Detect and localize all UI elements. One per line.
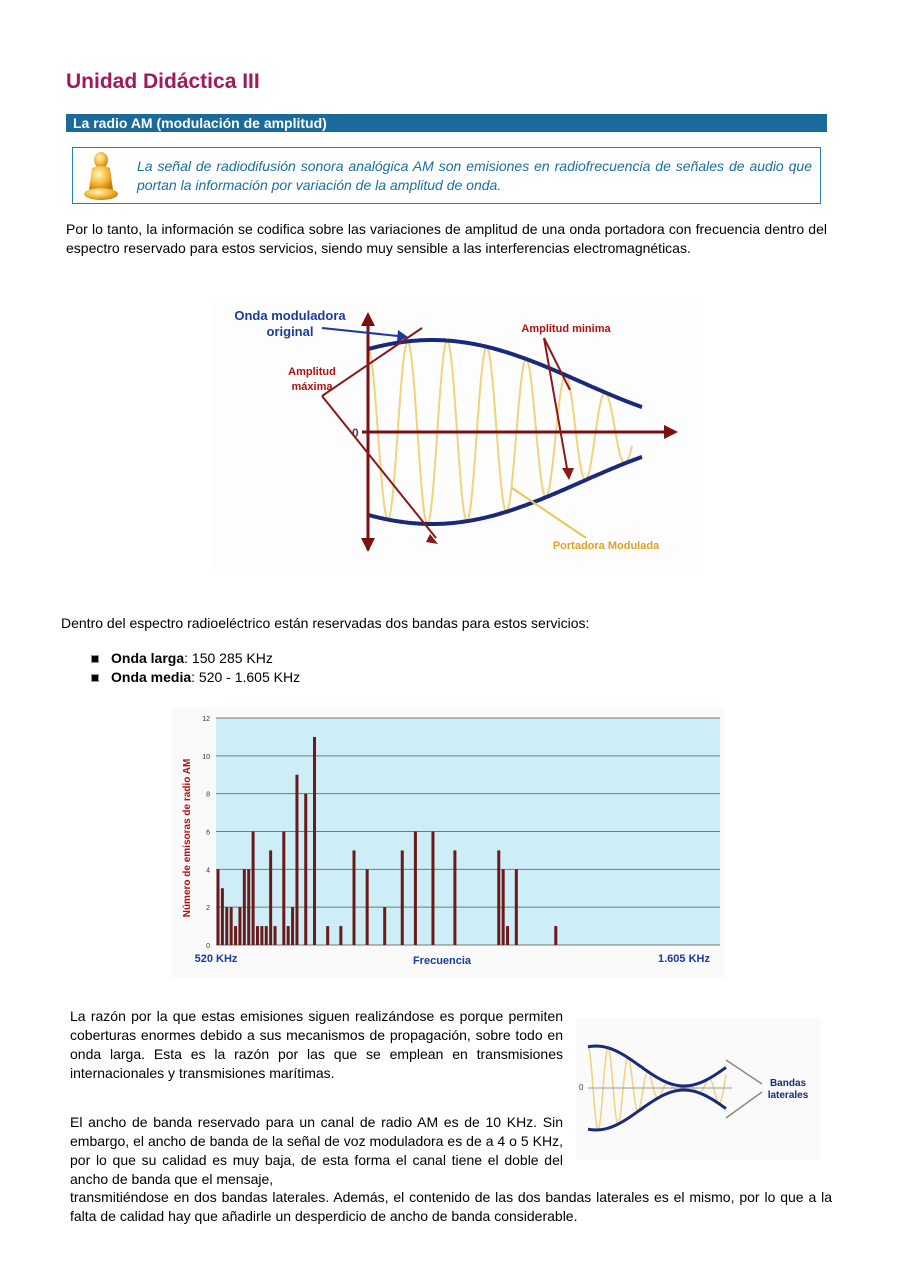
y-tick-label: 6 [206, 829, 210, 837]
page-title: Unidad Didáctica III [66, 70, 260, 93]
chart-bar [265, 926, 268, 945]
chart-bar [282, 832, 285, 946]
note-text: La señal de radiodifusión sonora analógica AM son emisiones en radiofrecuencia de señales de audio que portan la información por variación de la amplitud de onda. [137, 158, 812, 193]
chart-bar [274, 926, 277, 945]
paragraph-1: Por lo tanto, la información se codifica sobre las variaciones de amplitud de una onda portadora con frecuencia dentro del espectro reservado para estos servicios, siendo muy sensible a las interferencias electromagnéticas. [66, 221, 827, 256]
y-tick-label: 10 [202, 753, 210, 761]
chart-bar [383, 907, 386, 945]
amp-max-2: máxima [291, 381, 333, 393]
chart-xlabel: Frecuencia [412, 955, 472, 967]
chart-bar [247, 869, 250, 945]
chart-bar [366, 869, 369, 945]
chart-bar [453, 850, 456, 945]
y-tick-label: 4 [206, 867, 210, 875]
chart-bar [313, 737, 316, 945]
band-item-2 [91, 668, 300, 687]
chart-bar [414, 832, 417, 946]
chart-bar [506, 926, 509, 945]
chart-bar [431, 832, 434, 946]
y-tick-label: 0 [206, 943, 210, 950]
sideband-zero: 0 [579, 1083, 584, 1092]
chart-bar [260, 926, 263, 945]
chart-bar [295, 775, 298, 945]
chart-bar [243, 869, 246, 945]
bullet-icon [91, 655, 99, 663]
chart-bar [353, 850, 356, 945]
band-item-1 [91, 649, 273, 668]
am-modulation-figure [212, 298, 704, 570]
amp-max-1: Amplitud [288, 366, 336, 378]
chart-bar [326, 926, 329, 945]
am-stations-chart [172, 708, 724, 978]
section-heading: La radio AM (modulación de amplitud) [66, 114, 827, 132]
chart-bar [252, 832, 255, 946]
y-tick-label: 8 [206, 791, 210, 799]
y-tick-label: 2 [206, 905, 210, 913]
chart-bar [256, 926, 259, 945]
band-name: Onda larga [111, 650, 185, 666]
chart-bar [497, 850, 500, 945]
chart-bar [269, 850, 272, 945]
paragraph-2: Dentro del espectro radioeléctrico están reservadas dos bandas para estos servicios: [61, 615, 590, 631]
chart-bar [238, 907, 241, 945]
zero-label: 0 [352, 426, 359, 440]
chart-bar [234, 926, 237, 945]
chart-bar [287, 926, 290, 945]
bell-icon [80, 150, 122, 204]
sidebands-figure [576, 1018, 820, 1160]
chart-bar [225, 907, 228, 945]
chart-bar [515, 869, 518, 945]
bullet-icon [91, 674, 99, 682]
chart-bar [291, 907, 294, 945]
band-name: Onda media [111, 669, 192, 685]
sideband-label-1: Bandas [769, 1078, 807, 1089]
onda-label-2: original [266, 324, 314, 339]
chart-bar [502, 869, 505, 945]
chart-bar [554, 926, 557, 945]
paragraph-4-end: transmitiéndose en dos bandas laterales. Además, el contenido de las dos bandas laterales es el mismo, por lo que a la falta de calidad hay que añadirle un desperdicio de ancho de banda considerable. [70, 1189, 832, 1224]
y-tick-label: 12 [202, 716, 210, 723]
chart-bar [339, 926, 342, 945]
paragraph-4: El ancho de banda reservado para un canal de radio AM es de 10 KHz. Sin embargo, el ancho de banda de la señal de voz moduladora es de a 4 o 5 KHz, por lo que su calidad es muy baja, de esta forma el canal tiene el doble del ancho de banda que el mensaje, [70, 1114, 563, 1187]
chart-bar [230, 907, 233, 945]
amp-min-label: Amplitud minima [521, 323, 611, 335]
portadora-label: Portadora Modulada [552, 540, 660, 552]
chart-bar [401, 850, 404, 945]
band-value: : 150 285 KHz [184, 650, 273, 666]
paragraph-3: La razón por la que estas emisiones siguen realizándose es porque permiten coberturas enormes debido a sus mecanismos de propagación, sobre todo en onda larga. Esta es la razón por las que se emplean en transmisiones internacionales y transmisiones marítimas. [70, 1008, 563, 1081]
chart-ylabel: Número de emisoras de radio AM [182, 758, 193, 918]
chart-bar [221, 888, 224, 945]
band-value: : 520 - 1.605 KHz [191, 669, 301, 685]
chart-bar [304, 794, 307, 945]
chart-x-start: 520 KHz [194, 953, 238, 965]
onda-label-1: Onda moduladora [234, 308, 346, 323]
chart-x-end: 1.605 KHz [658, 953, 710, 965]
chart-bar [217, 869, 220, 945]
sideband-label-2: laterales [767, 1090, 809, 1101]
